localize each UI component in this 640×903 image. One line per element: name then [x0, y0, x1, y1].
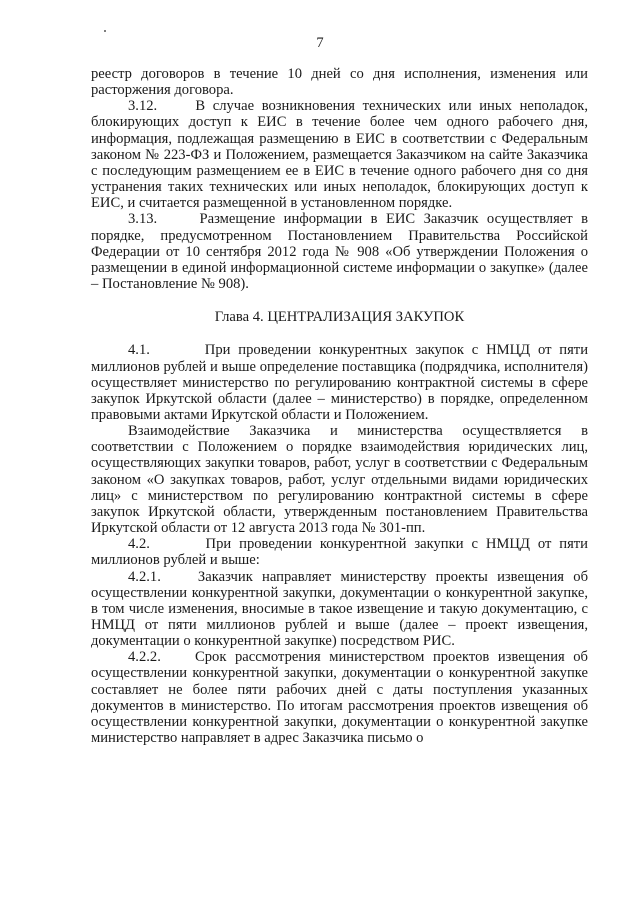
scan-speck — [104, 30, 106, 32]
paragraph-4-1: 4.1. При проведении конкурентных закупок с НМЦД от пяти миллионов рублей и выше определение поставщика (подрядчика, исполнителя) осуществляет министерство по регулированию контрактной системы в сфере закупок Иркутской области (далее – министерство) в порядке, определенном правовыми актами Иркутской области и Положением. — [91, 342, 588, 423]
paragraph-3-13: 3.13. Размещение информации в ЕИС Заказчик осуществляет в порядке, предусмотренном Постановлением Правительства Российской Федерации от 10 сентября 2012 года № 908 «Об утверждении Положения о размещении в единой информационной системе информации о закупке» (далее – Постановление № 908). — [91, 211, 588, 293]
page-number: 7 — [316, 35, 324, 51]
document-body — [91, 66, 588, 746]
chapter-heading: Глава 4. ЦЕНТРАЛИЗАЦИЯ ЗАКУПОК — [214, 309, 465, 326]
paragraph-4-2: 4.2. При проведении конкурентной закупки с НМЦД от пяти миллионов рублей и выше: — [91, 536, 588, 569]
paragraph-interaction: Взаимодействие Заказчика и министерства осуществляется в соответствии с Положением о порядке взаимодействия юридических лиц, осуществляющих закупки товаров, работ, услуг в соответствии с Федеральным законом «О закупках товаров, работ, услуг отдельными видами юридических лиц» с министерством по регулированию контрактной системы в сфере закупок Иркутской области, утвержденным постановлением Правительства Иркутской области от 12 августа 2013 года № 301-пп. — [91, 423, 588, 537]
paragraph-4-2-2: 4.2.2. Срок рассмотрения министерством проектов извещения об осуществлении конкурентной закупки, документации о конкурентной закупке составляет не более пяти рабочих дней с даты поступления указанных документов в министерство. По итогам рассмотрения проектов извещения об осуществлении конкурентной закупки, документации о конкурентной закупке министерство направляет в адрес Заказчика письмо о — [91, 649, 588, 747]
paragraph-4-2-1: 4.2.1. Заказчик направляет министерству проекты извещения об осуществлении конкурентной закупки, документации о конкурентной закупке, в том числе изменения, вносимые в такое извещение и такую документацию, с НМЦД от пяти миллионов рублей и выше (далее – проект извещения, документации о конкурентной закупке) посредством РИС. — [91, 568, 588, 650]
paragraph-3-12: 3.12. В случае возникновения технических или иных неполадок, блокирующих доступ к ЕИС в течение более чем одного рабочего дня, информация, подлежащая размещению в ЕИС в соответствии с Федеральным законом № 223-ФЗ и Положением, размещается Заказчиком на сайте Заказчика с последующим размещением ее в ЕИС в течение одного рабочего дня со дня устранения таких технических или иных неполадок, блокирующих доступ к ЕИС, и считается размещенной в установленном порядке. — [91, 98, 588, 212]
paragraph-continuation: реестр договоров в течение 10 дней со дня исполнения, изменения или расторжения договора. — [91, 66, 588, 99]
